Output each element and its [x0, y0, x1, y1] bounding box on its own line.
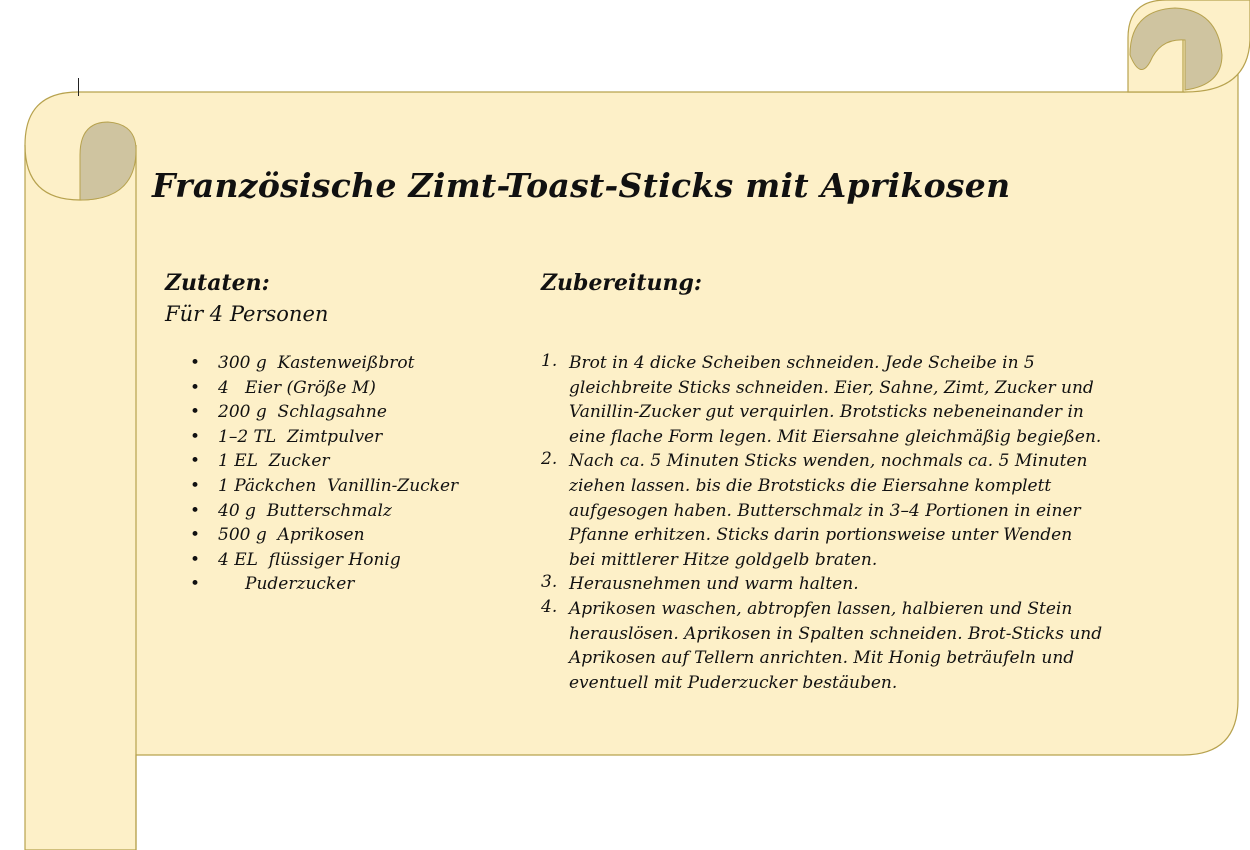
step-line: Brot in 4 dicke Scheiben schneiden. Jede Scheibe in 5: [569, 353, 1035, 373]
step-item: [541, 597, 1181, 695]
step-number: 2.: [541, 449, 558, 470]
step-line: Pfanne erhitzen. Sticks darin portionsweise unter Wenden: [569, 525, 1073, 546]
ingredient-item: [168, 548, 458, 573]
ingredient-item: [168, 351, 458, 376]
ingredient-name: Eier (Größe M): [245, 377, 376, 398]
step-line: eventuell mit Puderzucker bestäuben.: [569, 672, 898, 693]
ingredient-qty: 500 g: [218, 525, 267, 546]
ingredient-item: [168, 449, 458, 474]
ingredient-qty: 200 g: [218, 402, 267, 423]
ingredient-name: flüssiger Honig: [268, 549, 401, 570]
ingredient-qty: 4: [218, 377, 229, 398]
ingredient-item: [168, 499, 458, 524]
ingredient-qty: 40 g: [218, 500, 256, 521]
text-cursor: [78, 78, 79, 96]
ingredient-qty: 1 Päckchen: [218, 475, 317, 496]
ingredient-item: [168, 523, 458, 548]
step-line: aufgesogen haben. Butterschmalz in 3–4 Portionen in einer: [569, 500, 1081, 521]
step-item: [541, 449, 1181, 572]
ingredient-name: Zucker: [268, 451, 330, 472]
ingredient-qty: 1 EL: [218, 451, 258, 472]
preparation-heading: Zubereitung:: [541, 270, 703, 296]
ingredient-name: Kastenweißbrot: [277, 353, 415, 373]
ingredient-name: Puderzucker: [245, 574, 355, 595]
ingredient-item: [168, 572, 458, 597]
step-line: herauslösen. Aprikosen in Spalten schneiden. Brot-Sticks und: [569, 623, 1103, 644]
step-line: gleichbreite Sticks schneiden. Eier, Sahne, Zimt, Zucker und: [569, 377, 1094, 398]
ingredient-qty: 300 g: [218, 353, 267, 373]
step-number: 3.: [541, 572, 558, 593]
step-line: eine flache Form legen. Mit Eiersahne gleichmäßig begießen.: [569, 426, 1102, 447]
step-line: Nach ca. 5 Minuten Sticks wenden, nochmals ca. 5 Minuten: [569, 451, 1088, 472]
ingredient-name: Butterschmalz: [266, 500, 392, 521]
step-line: Vanillin-Zucker gut verquirlen. Brotsticks nebeneinander in: [569, 402, 1084, 423]
step-number: 1.: [541, 351, 558, 371]
step-line: Aprikosen waschen, abtropfen lassen, halbieren und Stein: [569, 598, 1073, 619]
ingredient-list: [168, 351, 458, 597]
servings-text: Für 4 Personen: [165, 302, 329, 326]
ingredient-name: Schlagsahne: [277, 402, 387, 423]
ingredient-item: [168, 474, 458, 499]
step-line: Herausnehmen und warm halten.: [569, 574, 859, 595]
step-line: Aprikosen auf Tellern anrichten. Mit Honig beträufeln und: [569, 648, 1075, 669]
ingredient-item: [168, 400, 458, 425]
ingredient-name: Zimtpulver: [286, 426, 383, 447]
step-item: [541, 351, 1181, 449]
ingredient-name: Aprikosen: [277, 525, 365, 546]
ingredient-item: [168, 376, 458, 401]
step-number: 4.: [541, 596, 558, 617]
step-item: [541, 572, 1181, 597]
ingredient-name: Vanillin-Zucker: [327, 475, 459, 496]
ingredient-qty: 1–2 TL: [218, 426, 277, 447]
preparation-steps: [541, 351, 1181, 695]
recipe-title: Französische Zimt-Toast-Sticks mit Aprikosen: [152, 166, 1011, 205]
ingredients-heading: Zutaten:: [165, 270, 270, 296]
step-line: ziehen lassen. bis die Brotsticks die Eiersahne komplett: [569, 475, 1052, 496]
step-line: bei mittlerer Hitze goldgelb braten.: [569, 549, 878, 570]
ingredient-item: [168, 425, 458, 450]
ingredient-qty: 4 EL: [218, 549, 258, 570]
